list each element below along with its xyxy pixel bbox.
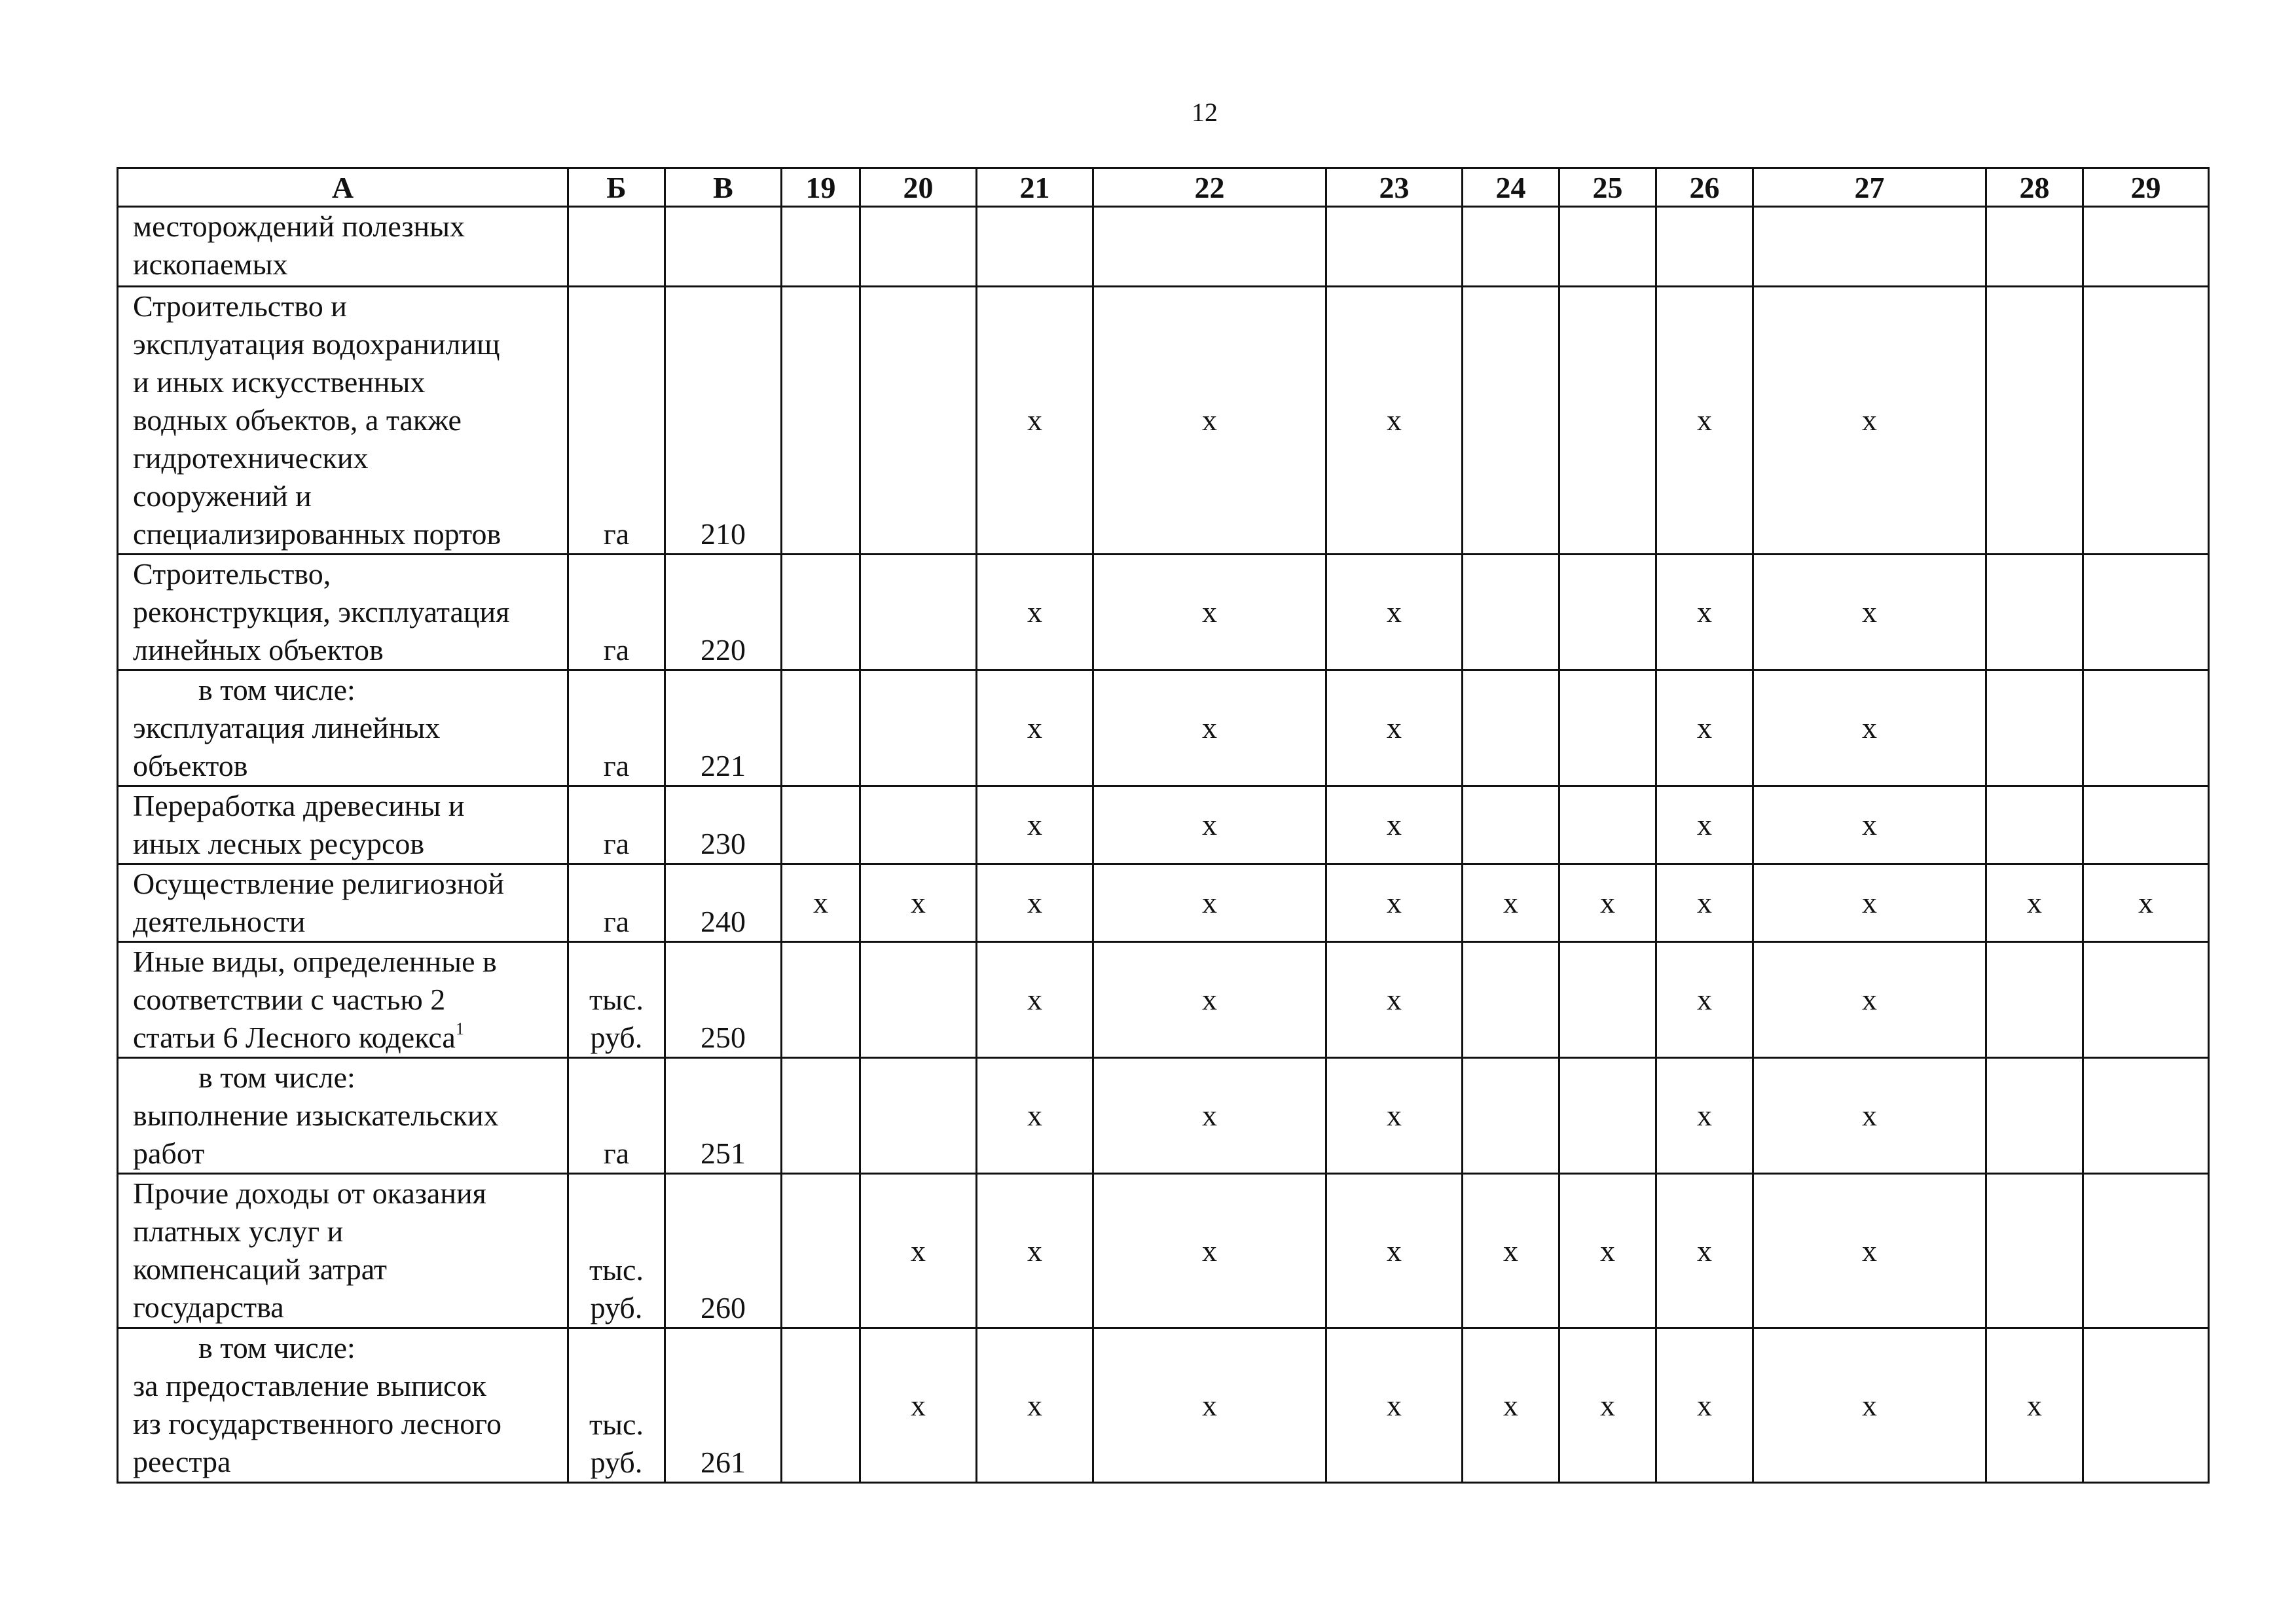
mark-cell: х [1326, 670, 1463, 786]
unit-text: тыс. [589, 983, 644, 1016]
row-label-text: в том числе: [198, 1331, 355, 1364]
row-label-line [133, 363, 563, 401]
row-label-cell [118, 786, 568, 864]
row-label-cell [118, 207, 568, 287]
unit-text: руб. [590, 1291, 643, 1324]
mark-cell [782, 786, 860, 864]
mark-cell: х [1093, 555, 1326, 670]
mark-cell: х [977, 670, 1093, 786]
row-label-text: объектов [133, 749, 248, 782]
row-label-line [133, 1059, 563, 1097]
report-table [117, 167, 2210, 1484]
row-label-text: за предоставление выписок [133, 1369, 486, 1402]
row-label-cell [118, 555, 568, 670]
mark-cell [860, 1058, 977, 1174]
mark-cell [2083, 1058, 2209, 1174]
mark-cell: х [977, 287, 1093, 555]
mark-cell [1326, 207, 1463, 287]
mark-cell [1986, 942, 2083, 1058]
mark-cell [782, 1058, 860, 1174]
mark-cell: х [1326, 786, 1463, 864]
mark-cell: х [977, 864, 1093, 942]
row-label-line [133, 1329, 563, 1367]
unit-cell [568, 1058, 665, 1174]
mark-cell: х [1093, 864, 1326, 942]
row-label-line [133, 439, 563, 477]
mark-cell: х [977, 1058, 1093, 1174]
row-label-line [133, 709, 563, 747]
row-label-text: Прочие доходы от оказания [133, 1176, 486, 1210]
mark-cell: х [1656, 555, 1753, 670]
mark-cell: х [977, 942, 1093, 1058]
unit-cell [568, 1328, 665, 1483]
mark-cell [782, 555, 860, 670]
row-label-text: выполнение изыскательских [133, 1099, 499, 1132]
line-code-cell: 250 [665, 942, 782, 1058]
unit-cell [568, 207, 665, 287]
line-code-cell: 220 [665, 555, 782, 670]
mark-cell [2083, 1328, 2209, 1483]
mark-cell: х [1093, 670, 1326, 786]
table-row [118, 670, 2209, 786]
mark-cell: х [860, 1328, 977, 1483]
row-label-line [133, 747, 563, 785]
header-cell: 21 [977, 168, 1093, 207]
mark-cell: х [1986, 1328, 2083, 1483]
mark-cell [2083, 555, 2209, 670]
table-row [118, 555, 2209, 670]
row-label-text: Иные виды, определенные в [133, 945, 497, 978]
mark-cell: х [1559, 1328, 1656, 1483]
header-cell: 25 [1559, 168, 1656, 207]
mark-cell: х [1656, 670, 1753, 786]
row-label-text: работ [133, 1137, 205, 1170]
unit-text: га [603, 633, 630, 666]
mark-cell [860, 207, 977, 287]
unit-text: га [603, 1137, 630, 1170]
row-label-text: специализированных портов [133, 517, 501, 551]
mark-cell [1559, 555, 1656, 670]
row-label-line [133, 1367, 563, 1405]
mark-cell: х [1656, 1058, 1753, 1174]
mark-cell: х [1753, 1328, 1986, 1483]
mark-cell: х [1093, 1328, 1326, 1483]
row-label-text: деятельности [133, 905, 306, 938]
mark-cell [2083, 786, 2209, 864]
row-label-line [133, 1250, 563, 1288]
row-label-text: Переработка древесины и [133, 789, 465, 822]
row-label-text: Строительство и [133, 289, 347, 323]
row-label-text: соответствии с частью 2 [133, 983, 446, 1016]
mark-cell: х [1753, 942, 1986, 1058]
row-label-line [133, 477, 563, 515]
row-label-text: компенсаций затрат [133, 1252, 388, 1286]
row-label-line [133, 401, 563, 439]
mark-cell: х [1093, 1174, 1326, 1328]
row-label-line [133, 325, 563, 363]
mark-cell: х [1986, 864, 2083, 942]
unit-text: га [603, 517, 630, 551]
mark-cell: х [1656, 287, 1753, 555]
mark-cell: х [1326, 864, 1463, 942]
mark-cell: х [977, 786, 1093, 864]
mark-cell: х [1753, 1174, 1986, 1328]
row-label-line [133, 1135, 563, 1173]
mark-cell [782, 670, 860, 786]
line-code-cell: 240 [665, 864, 782, 942]
mark-cell [977, 207, 1093, 287]
table-row [118, 1328, 2209, 1483]
mark-cell: х [1326, 287, 1463, 555]
unit-text: руб. [590, 1446, 643, 1479]
row-label-cell [118, 864, 568, 942]
table-row [118, 1058, 2209, 1174]
row-label-cell [118, 942, 568, 1058]
mark-cell: х [1326, 1328, 1463, 1483]
row-label-line [133, 943, 563, 981]
mark-cell: х [977, 1174, 1093, 1328]
row-label-text: водных объектов, а также [133, 403, 462, 437]
row-label-line [133, 1443, 563, 1481]
mark-cell: х [1656, 942, 1753, 1058]
mark-cell [2083, 207, 2209, 287]
mark-cell [1093, 207, 1326, 287]
row-label-text: эксплуатация водохранилищ [133, 327, 500, 361]
footnote-marker: 1 [455, 1019, 464, 1038]
mark-cell: х [1559, 1174, 1656, 1328]
mark-cell [1559, 670, 1656, 786]
mark-cell [1559, 287, 1656, 555]
mark-cell: х [1093, 1058, 1326, 1174]
row-label-line [133, 1175, 563, 1213]
row-label-text: в том числе: [198, 673, 355, 706]
header-cell: 27 [1753, 168, 1986, 207]
header-cell: В [665, 168, 782, 207]
unit-cell [568, 670, 665, 786]
mark-cell: х [1656, 1328, 1753, 1483]
header-cell: 24 [1463, 168, 1559, 207]
mark-cell: х [1326, 555, 1463, 670]
row-label-text: в том числе: [198, 1061, 355, 1094]
unit-cell [568, 555, 665, 670]
row-label-line [133, 208, 563, 246]
mark-cell [1986, 1058, 2083, 1174]
mark-cell [782, 942, 860, 1058]
row-label-line [133, 903, 563, 941]
mark-cell: х [977, 555, 1093, 670]
mark-cell: х [1753, 1058, 1986, 1174]
unit-cell [568, 287, 665, 555]
mark-cell: х [860, 1174, 977, 1328]
row-label-cell [118, 670, 568, 786]
table-row [118, 287, 2209, 555]
mark-cell [2083, 942, 2209, 1058]
row-label-text: государства [133, 1290, 284, 1324]
mark-cell: х [1093, 287, 1326, 555]
header-cell: 22 [1093, 168, 1326, 207]
row-label-line [133, 246, 563, 283]
unit-cell [568, 786, 665, 864]
row-label-line [133, 1019, 563, 1057]
mark-cell: х [1326, 942, 1463, 1058]
mark-cell [860, 942, 977, 1058]
mark-cell [1986, 287, 2083, 555]
mark-cell: х [782, 864, 860, 942]
row-label-line [133, 671, 563, 709]
mark-cell [1463, 287, 1559, 555]
line-code-cell: 230 [665, 786, 782, 864]
mark-cell: х [1656, 1174, 1753, 1328]
mark-cell [1559, 1058, 1656, 1174]
unit-text: га [603, 905, 630, 938]
row-label-line [133, 593, 563, 631]
row-label-line [133, 555, 563, 593]
row-label-text: реконструкция, эксплуатация [133, 595, 510, 629]
header-cell: 26 [1656, 168, 1753, 207]
row-label-line [133, 631, 563, 669]
header-cell: 28 [1986, 168, 2083, 207]
mark-cell: х [1559, 864, 1656, 942]
row-label-line [133, 981, 563, 1019]
mark-cell: х [1326, 1058, 1463, 1174]
line-code-cell [665, 207, 782, 287]
mark-cell [1463, 670, 1559, 786]
mark-cell: х [1753, 555, 1986, 670]
row-label-cell [118, 1328, 568, 1483]
mark-cell [1463, 207, 1559, 287]
table-row [118, 864, 2209, 942]
row-label-text: линейных объектов [133, 633, 384, 666]
header-cell: 20 [860, 168, 977, 207]
unit-text: тыс. [589, 1253, 644, 1286]
mark-cell [1986, 670, 2083, 786]
row-label-cell [118, 1174, 568, 1328]
header-cell: Б [568, 168, 665, 207]
row-label-line [133, 787, 563, 825]
row-label-cell [118, 287, 568, 555]
mark-cell: х [1656, 864, 1753, 942]
table-row [118, 207, 2209, 287]
row-label-line [133, 515, 563, 553]
row-label-text: реестра [133, 1445, 231, 1478]
row-label-text: статьи 6 Лесного кодекса [133, 1021, 456, 1054]
row-label-line [133, 1213, 563, 1250]
mark-cell [860, 287, 977, 555]
table-body [118, 207, 2209, 1483]
mark-cell [782, 207, 860, 287]
row-label-line [133, 1288, 563, 1326]
mark-cell: х [1753, 670, 1986, 786]
row-label-text: месторождений полезных [133, 210, 465, 243]
mark-cell [1986, 555, 2083, 670]
mark-cell [1753, 207, 1986, 287]
line-code-cell: 221 [665, 670, 782, 786]
header-row [118, 168, 2209, 207]
mark-cell [1986, 786, 2083, 864]
row-label-text: сооружений и [133, 479, 312, 513]
row-label-line [133, 825, 563, 863]
row-label-text: эксплуатация линейных [133, 711, 441, 744]
unit-text: тыс. [589, 1408, 644, 1441]
unit-cell [568, 942, 665, 1058]
mark-cell [1656, 207, 1753, 287]
mark-cell [1986, 1174, 2083, 1328]
mark-cell: х [1093, 942, 1326, 1058]
row-label-text: из государственного лесного [133, 1407, 502, 1440]
mark-cell [2083, 670, 2209, 786]
row-label-line [133, 287, 563, 325]
mark-cell: х [1753, 287, 1986, 555]
header-cell: А [118, 168, 568, 207]
mark-cell [1559, 942, 1656, 1058]
mark-cell [1463, 1058, 1559, 1174]
mark-cell [1559, 207, 1656, 287]
row-label-line [133, 865, 563, 903]
unit-cell [568, 1174, 665, 1328]
mark-cell: х [1093, 786, 1326, 864]
mark-cell: х [1463, 864, 1559, 942]
row-label-text: гидротехнических [133, 441, 369, 475]
mark-cell [782, 287, 860, 555]
row-label-text: Строительство, [133, 557, 331, 591]
mark-cell: х [860, 864, 977, 942]
row-label-cell [118, 1058, 568, 1174]
row-label-text: Осуществление религиозной [133, 867, 505, 900]
header-cell: 29 [2083, 168, 2209, 207]
unit-text: га [603, 749, 630, 782]
mark-cell [1463, 786, 1559, 864]
row-label-text: и иных искусственных [133, 365, 426, 399]
mark-cell [782, 1174, 860, 1328]
mark-cell [860, 786, 977, 864]
mark-cell [1463, 942, 1559, 1058]
row-label-line [133, 1405, 563, 1443]
mark-cell: х [1656, 786, 1753, 864]
mark-cell: х [1463, 1328, 1559, 1483]
row-label-text: ископаемых [133, 247, 288, 281]
mark-cell [860, 670, 977, 786]
line-code-cell: 210 [665, 287, 782, 555]
row-label-text: иных лесных ресурсов [133, 827, 425, 860]
line-code-cell: 260 [665, 1174, 782, 1328]
table-row [118, 942, 2209, 1058]
unit-text: руб. [590, 1021, 643, 1054]
table-row [118, 786, 2209, 864]
mark-cell [2083, 1174, 2209, 1328]
mark-cell [1463, 555, 1559, 670]
line-code-cell: 251 [665, 1058, 782, 1174]
line-code-cell: 261 [665, 1328, 782, 1483]
mark-cell [782, 1328, 860, 1483]
header-cell: 23 [1326, 168, 1463, 207]
mark-cell: х [977, 1328, 1093, 1483]
mark-cell [1559, 786, 1656, 864]
page-number: 12 [1192, 98, 1218, 127]
mark-cell [860, 555, 977, 670]
row-label-line [133, 1097, 563, 1135]
mark-cell [1986, 207, 2083, 287]
mark-cell: х [1463, 1174, 1559, 1328]
mark-cell: х [1753, 864, 1986, 942]
mark-cell: х [1326, 1174, 1463, 1328]
mark-cell: х [2083, 864, 2209, 942]
mark-cell: х [1753, 786, 1986, 864]
unit-text: га [603, 827, 630, 860]
table-row [118, 1174, 2209, 1328]
header-cell: 19 [782, 168, 860, 207]
mark-cell [2083, 287, 2209, 555]
unit-cell [568, 864, 665, 942]
row-label-text: платных услуг и [133, 1214, 344, 1248]
